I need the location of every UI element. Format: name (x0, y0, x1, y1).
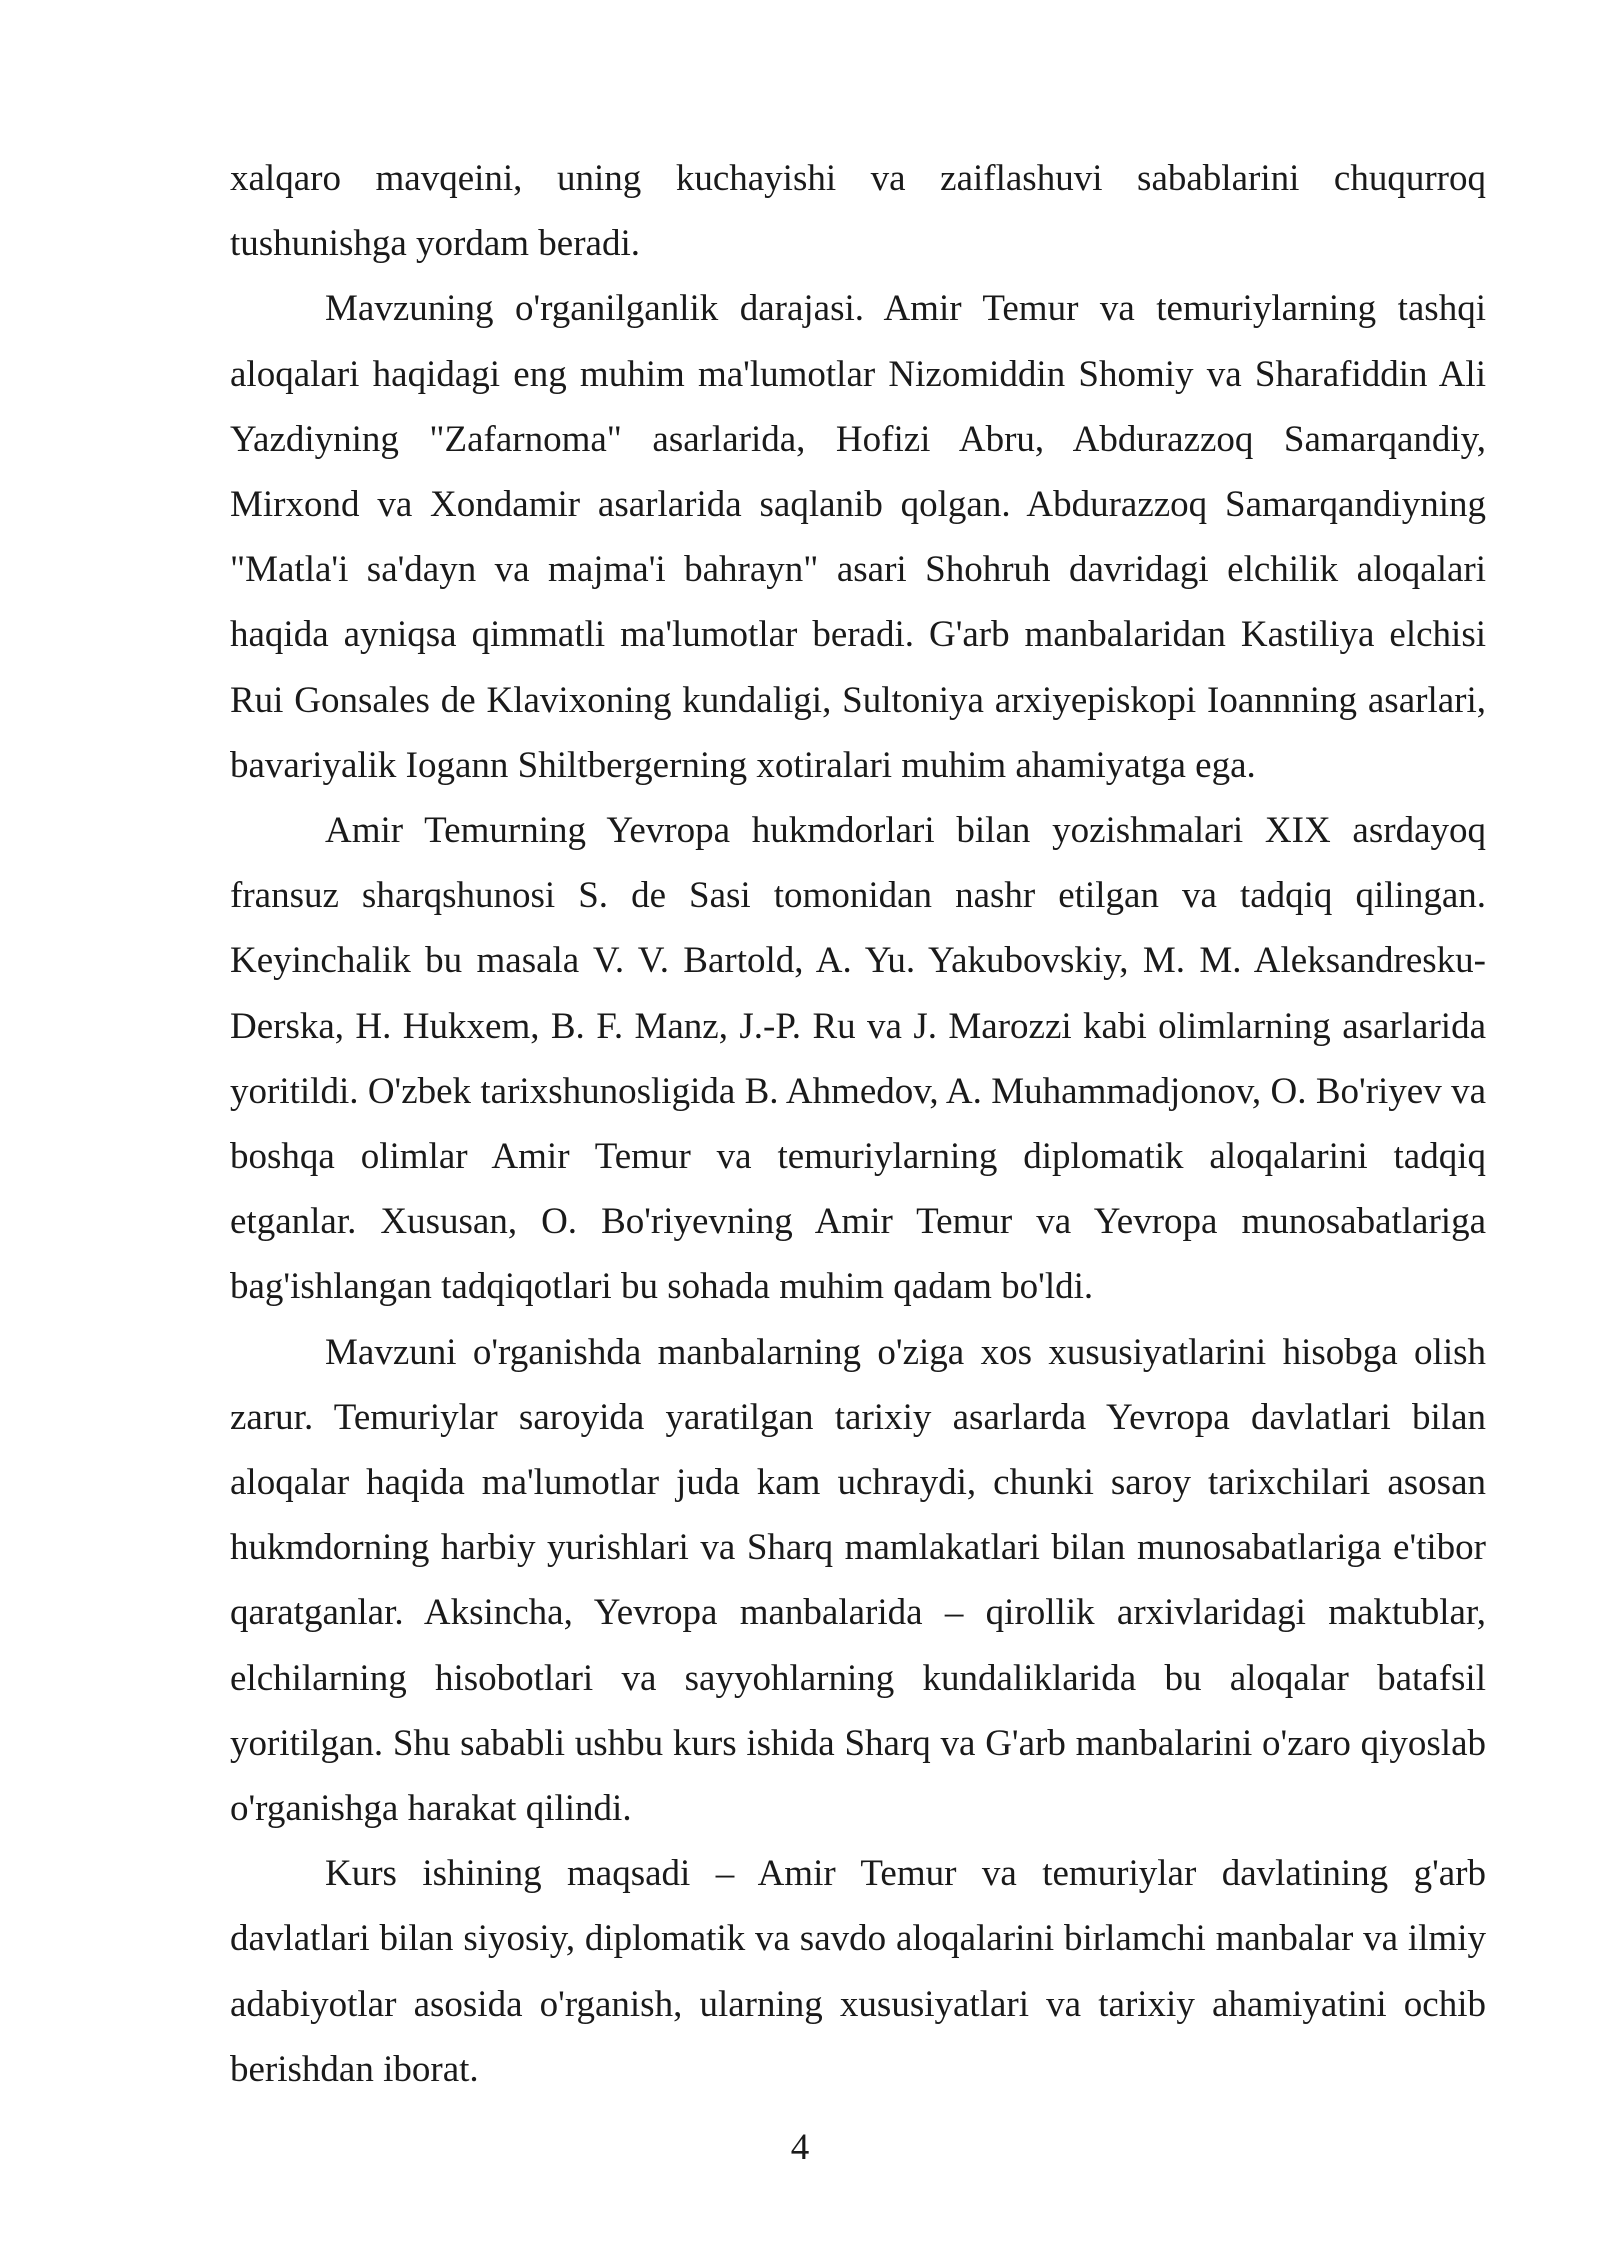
paragraph-purpose: Kurs ishining maqsadi – Amir Temur va temuriylar davlatining g'arb davlatlari bilan siyosiy, diplomatik va savdo aloqalarini birlamchi manbalar va ilmiy adabiyotlar asosida o'rganish, ularning xususiyatlari va tarixiy ahamiyatini ochib berishdan iborat. (230, 1853, 1486, 2090)
paragraph-continuation: xalqaro mavqeini, uning kuchayishi va zaiflashuvi sabablarini chuqurroq tushunishga yordam beradi. (230, 158, 1486, 265)
paragraph-sources: Mavzuni o'rganishda manbalarning o'ziga xos xususiyatlarini hisobga olish zarur. Temuriylar saroyida yaratilgan tarixiy asarlarda Yevropa davlatlari bilan aloqalar haqida ma'lumotlar juda kam uchraydi, chunki saroy tarixchilari asosan hukmdorning harbiy yurishlari va Sharq mamlakatlari bilan munosabatlariga e'tibor qaratganlar. Aksincha, Yevropa manbalarida – qirollik arxivlaridagi maktublar, elchilarning hisobotlari va sayyohlarning kundaliklarida bu aloqalar batafsil yoritilgan. Shu sababli ushbu kurs ishida Sharq va G'arb manbalarini o'zaro qiyoslab o'rganishga harakat qilindi. (230, 1331, 1486, 1830)
paragraph-correspondence: Amir Temurning Yevropa hukmdorlari bilan yozishmalari XIX asrdayoq fransuz sharqshunosi S. de Sasi tomonidan nashr etilgan va tadqiq qilingan. Keyinchalik bu masala V. V. Bartold, A. Yu. Yakubovskiy, M. M. Aleksandresku-Derska, H. Hukxem, B. F. Manz, J.-P. Ru va J. Marozzi kabi olimlarning asarlarida yoritildi. O'zbek tarixshunosligida B. Ahmedov, A. Muhammadjonov, O. Bo'riyev va boshqa olimlar Amir Temur va temuriylarning diplomatik aloqalarini tadqiq etganlar. Xususan, O. Bo'riyevning Amir Temur va Yevropa munosabatlariga bag'ishlangan tadqiqotlari bu sohada muhim qadam bo'ldi. (230, 810, 1486, 1308)
body-text (230, 146, 1486, 2102)
page-number: 4 (790, 2127, 810, 2168)
paragraph-study-level: Mavzuning o'rganilganlik darajasi. Amir Temur va temuriylarning tashqi aloqalari haqidagi eng muhim ma'lumotlar Nizomiddin Shomiy va Sharafiddin Ali Yazdiyning "Zafarnoma" asarlarida, Hofizi Abru, Abdurazzoq Samarqandiy, Mirxond va Xondamir asarlarida saqlanib qolgan. Abdurazzoq Samarqandiyning "Matla'i sa'dayn va majma'i bahrayn" asari Shohruh davridagi elchilik aloqalari haqida ayniqsa qimmatli ma'lumotlar beradi. G'arb manbalaridan Kastiliya elchisi Rui Gonsales de Klavixoning kundaligi, Sultoniya arxiyepiskopi Ioannning asarlari, bavariyalik Iogann Shiltbergerning xotiralari muhim ahamiyatga ega. (230, 288, 1486, 786)
